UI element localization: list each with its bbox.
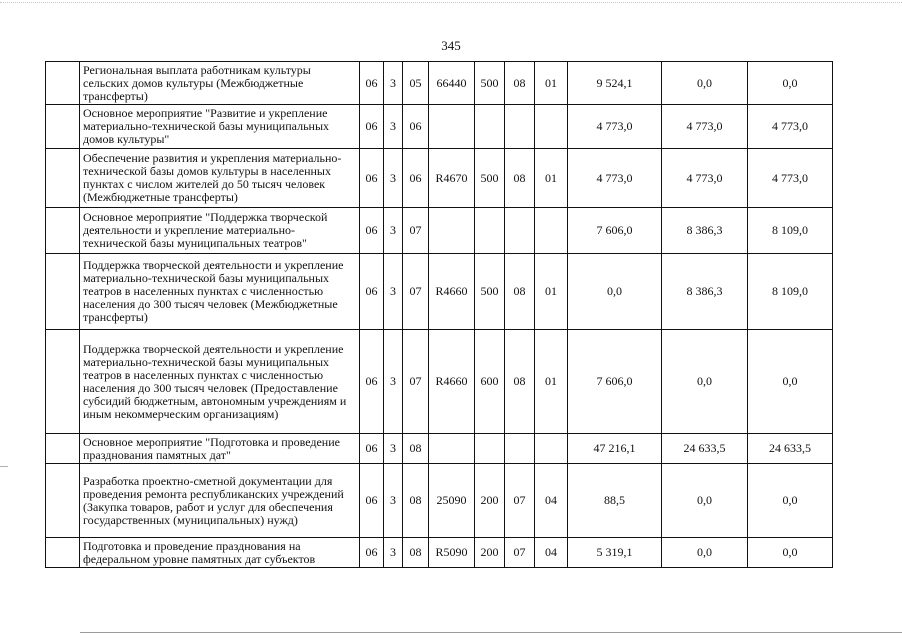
amount-cell: 0,0: [748, 62, 833, 105]
code-cell: [535, 208, 568, 254]
table-row: [46, 434, 833, 464]
code-cell: 07: [403, 254, 429, 330]
empty-cell: [46, 62, 80, 105]
row-name: Региональная выплата работникам культуры сельских домов культуры (Межбюджетные трансферты): [80, 62, 360, 105]
code-cell: 07: [403, 208, 429, 254]
amount-cell: 8 109,0: [748, 208, 833, 254]
code-cell: 06: [360, 208, 384, 254]
amount-cell: 24 633,5: [748, 434, 833, 464]
code-cell: R5090: [429, 538, 475, 568]
empty-cell: [46, 105, 80, 149]
amount-cell: 4 773,0: [568, 105, 662, 149]
code-cell: [475, 434, 505, 464]
amount-cell: 8 386,3: [662, 208, 748, 254]
code-cell: 3: [384, 149, 403, 208]
budget-table: [45, 61, 833, 568]
code-cell: R4660: [429, 330, 475, 434]
table-row: [46, 208, 833, 254]
amount-cell: 8 386,3: [662, 254, 748, 330]
code-cell: R4670: [429, 149, 475, 208]
amount-cell: 0,0: [662, 330, 748, 434]
table-body: [46, 62, 833, 568]
code-cell: 500: [475, 62, 505, 105]
code-cell: 04: [535, 538, 568, 568]
code-cell: 500: [475, 149, 505, 208]
code-cell: [535, 434, 568, 464]
amount-cell: 9 524,1: [568, 62, 662, 105]
code-cell: 200: [475, 538, 505, 568]
table-row: [46, 254, 833, 330]
code-cell: 06: [360, 254, 384, 330]
row-name: Поддержка творческой деятельности и укрепление материально-технической базы муниципальных театров в населенных пунктах с численностью населения до 300 тысяч человек (Предоставление субсидий бюджетным, автономным учреждениям и иным некоммерческим организациям): [80, 330, 360, 434]
code-cell: 06: [360, 464, 384, 538]
empty-cell: [46, 330, 80, 434]
code-cell: 07: [403, 330, 429, 434]
amount-cell: 88,5: [568, 464, 662, 538]
page-number: 345: [441, 38, 461, 53]
row-name: Разработка проектно-сметной документации для проведения ремонта республиканских учреждений (Закупка товаров, работ и услуг для обеспечения государственных (муниципальных) нужд): [80, 464, 360, 538]
empty-cell: [46, 254, 80, 330]
code-cell: 3: [384, 208, 403, 254]
amount-cell: 0,0: [748, 464, 833, 538]
table-row: [46, 538, 833, 568]
code-cell: 06: [360, 149, 384, 208]
code-cell: R4660: [429, 254, 475, 330]
top-scan-line: [0, 2, 902, 4]
code-cell: 3: [384, 330, 403, 434]
table-row: [46, 464, 833, 538]
row-name: Поддержка творческой деятельности и укрепление материально-технической базы муниципальных театров в населенных пунктах с численностью населения до 300 тысяч человек (Межбюджетные трансферты): [80, 254, 360, 330]
code-cell: [535, 105, 568, 149]
table-row: [46, 330, 833, 434]
table-row: [46, 62, 833, 105]
code-cell: 3: [384, 538, 403, 568]
code-cell: 3: [384, 464, 403, 538]
code-cell: 08: [505, 330, 535, 434]
code-cell: 06: [360, 538, 384, 568]
amount-cell: 0,0: [662, 62, 748, 105]
amount-cell: 4 773,0: [748, 105, 833, 149]
row-name: Подготовка и проведение празднования на федеральном уровне памятных дат субъектов: [80, 538, 360, 568]
code-cell: 3: [384, 434, 403, 464]
margin-mark: [0, 466, 8, 467]
code-cell: 01: [535, 330, 568, 434]
row-name: Обеспечение развития и укрепления материально-технической базы домов культуры в населенных пунктах с числом жителей до 50 тысяч человек (Межбюджетные трансферты): [80, 149, 360, 208]
code-cell: [505, 105, 535, 149]
code-cell: [429, 105, 475, 149]
code-cell: [475, 105, 505, 149]
amount-cell: 5 319,1: [568, 538, 662, 568]
code-cell: 01: [535, 62, 568, 105]
amount-cell: 0,0: [748, 330, 833, 434]
code-cell: 08: [505, 254, 535, 330]
table-row: [46, 149, 833, 208]
code-cell: [429, 434, 475, 464]
code-cell: [475, 208, 505, 254]
code-cell: 04: [535, 464, 568, 538]
amount-cell: 7 606,0: [568, 330, 662, 434]
code-cell: [505, 434, 535, 464]
code-cell: 01: [535, 254, 568, 330]
code-cell: 06: [360, 62, 384, 105]
amount-cell: 0,0: [662, 464, 748, 538]
empty-cell: [46, 464, 80, 538]
row-name: Основное мероприятие "Поддержка творческой деятельности и укрепление материально-технической базы муниципальных театров": [80, 208, 360, 254]
code-cell: 08: [505, 62, 535, 105]
row-name: Основное мероприятие "Развитие и укрепление материально-технической базы муниципальных домов культуры": [80, 105, 360, 149]
empty-cell: [46, 208, 80, 254]
code-cell: [505, 208, 535, 254]
code-cell: 3: [384, 105, 403, 149]
code-cell: 06: [403, 149, 429, 208]
code-cell: 08: [403, 464, 429, 538]
amount-cell: 7 606,0: [568, 208, 662, 254]
code-cell: 66440: [429, 62, 475, 105]
code-cell: 06: [360, 330, 384, 434]
code-cell: 200: [475, 464, 505, 538]
amount-cell: 47 216,1: [568, 434, 662, 464]
empty-cell: [46, 538, 80, 568]
code-cell: [429, 208, 475, 254]
code-cell: 25090: [429, 464, 475, 538]
amount-cell: 24 633,5: [662, 434, 748, 464]
amount-cell: 0,0: [568, 254, 662, 330]
amount-cell: 4 773,0: [662, 105, 748, 149]
code-cell: 3: [384, 254, 403, 330]
code-cell: 500: [475, 254, 505, 330]
code-cell: 08: [505, 149, 535, 208]
code-cell: 07: [505, 538, 535, 568]
code-cell: 05: [403, 62, 429, 105]
amount-cell: 0,0: [662, 538, 748, 568]
code-cell: 06: [360, 105, 384, 149]
bottom-scan-line: [80, 632, 902, 633]
code-cell: 06: [403, 105, 429, 149]
empty-cell: [46, 434, 80, 464]
code-cell: 08: [403, 538, 429, 568]
code-cell: 06: [360, 434, 384, 464]
amount-cell: 4 773,0: [662, 149, 748, 208]
amount-cell: 0,0: [748, 538, 833, 568]
amount-cell: 4 773,0: [748, 149, 833, 208]
amount-cell: 8 109,0: [748, 254, 833, 330]
code-cell: 3: [384, 62, 403, 105]
code-cell: 07: [505, 464, 535, 538]
code-cell: 08: [403, 434, 429, 464]
table-row: [46, 105, 833, 149]
code-cell: 600: [475, 330, 505, 434]
row-name: Основное мероприятие "Подготовка и проведение празднования памятных дат": [80, 434, 360, 464]
amount-cell: 4 773,0: [568, 149, 662, 208]
empty-cell: [46, 149, 80, 208]
code-cell: 01: [535, 149, 568, 208]
